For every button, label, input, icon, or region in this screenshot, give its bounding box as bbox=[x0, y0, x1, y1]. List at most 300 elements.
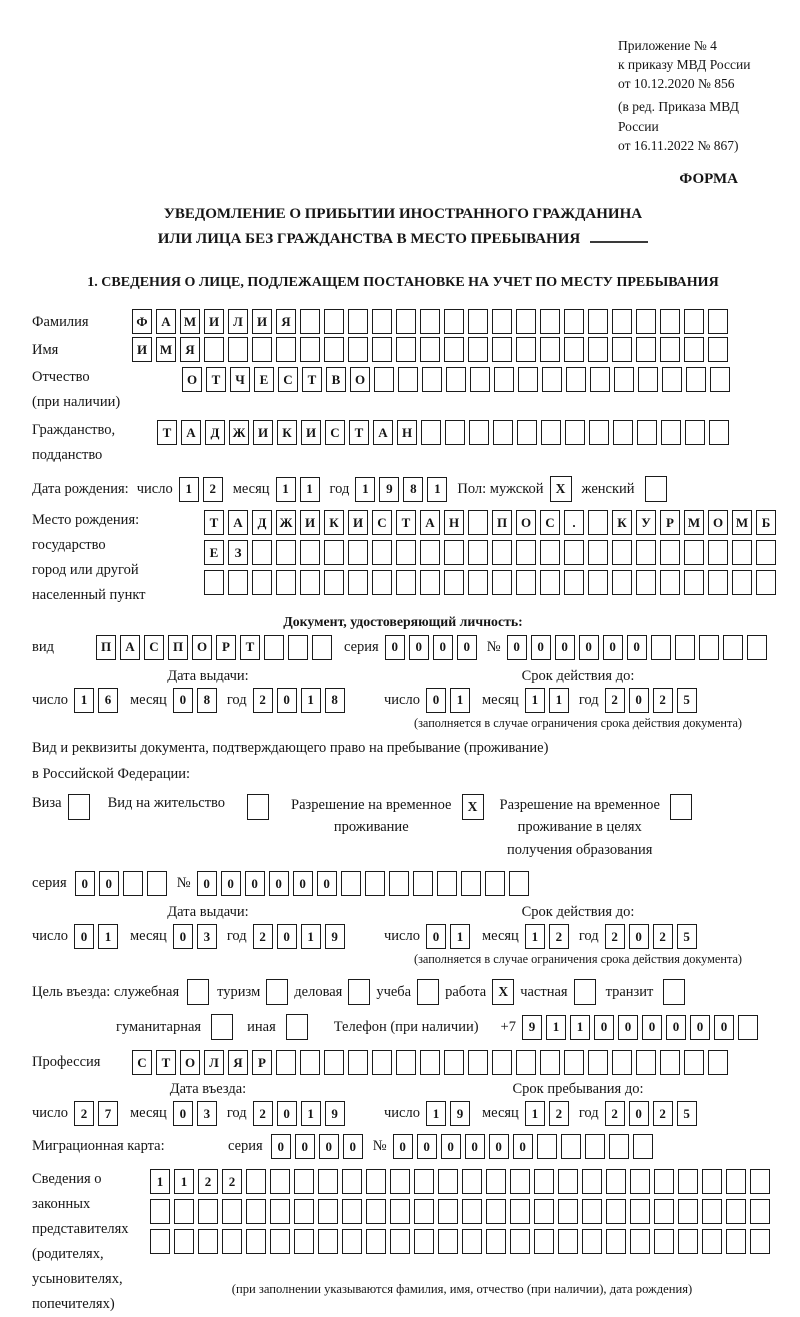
char-box[interactable] bbox=[492, 540, 512, 565]
char-box[interactable] bbox=[614, 367, 634, 392]
char-box[interactable] bbox=[198, 1229, 218, 1254]
char-box[interactable]: С bbox=[144, 635, 164, 660]
char-box[interactable] bbox=[486, 1229, 506, 1254]
char-box[interactable]: А bbox=[120, 635, 140, 660]
char-box[interactable] bbox=[252, 540, 272, 565]
char-box[interactable] bbox=[147, 871, 167, 896]
char-box[interactable] bbox=[702, 1199, 722, 1224]
char-box[interactable] bbox=[540, 309, 560, 334]
char-box[interactable] bbox=[612, 540, 632, 565]
char-box[interactable]: 0 bbox=[594, 1015, 614, 1040]
char-box[interactable] bbox=[174, 1199, 194, 1224]
temp-residence-checkbox[interactable]: X bbox=[462, 794, 484, 820]
char-box[interactable] bbox=[414, 1199, 434, 1224]
char-box[interactable]: 1 bbox=[301, 924, 321, 949]
char-box[interactable]: Н bbox=[444, 510, 464, 535]
char-box[interactable] bbox=[732, 570, 752, 595]
char-box[interactable] bbox=[637, 420, 657, 445]
char-box[interactable]: 2 bbox=[653, 924, 673, 949]
char-box[interactable] bbox=[756, 570, 776, 595]
char-box[interactable] bbox=[318, 1199, 338, 1224]
char-box[interactable] bbox=[630, 1229, 650, 1254]
char-box[interactable]: М bbox=[684, 510, 704, 535]
char-box[interactable] bbox=[660, 337, 680, 362]
char-box[interactable] bbox=[437, 871, 457, 896]
char-box[interactable]: 0 bbox=[618, 1015, 638, 1040]
char-box[interactable] bbox=[420, 309, 440, 334]
char-box[interactable] bbox=[396, 540, 416, 565]
char-box[interactable]: 2 bbox=[605, 924, 625, 949]
char-box[interactable]: 0 bbox=[513, 1134, 533, 1159]
char-box[interactable] bbox=[318, 1229, 338, 1254]
char-box[interactable] bbox=[294, 1199, 314, 1224]
char-box[interactable] bbox=[492, 570, 512, 595]
char-box[interactable] bbox=[150, 1199, 170, 1224]
char-box[interactable] bbox=[662, 367, 682, 392]
char-box[interactable] bbox=[660, 540, 680, 565]
char-box[interactable]: 0 bbox=[489, 1134, 509, 1159]
char-box[interactable]: 0 bbox=[417, 1134, 437, 1159]
char-box[interactable]: Я bbox=[180, 337, 200, 362]
char-box[interactable] bbox=[270, 1169, 290, 1194]
char-box[interactable] bbox=[588, 540, 608, 565]
char-box[interactable]: Т bbox=[396, 510, 416, 535]
char-box[interactable]: Р bbox=[216, 635, 236, 660]
char-box[interactable]: 0 bbox=[75, 871, 95, 896]
char-box[interactable] bbox=[372, 540, 392, 565]
char-box[interactable] bbox=[348, 540, 368, 565]
char-box[interactable] bbox=[630, 1169, 650, 1194]
char-box[interactable] bbox=[469, 420, 489, 445]
purpose-work-checkbox[interactable]: X bbox=[492, 979, 514, 1005]
char-box[interactable] bbox=[590, 367, 610, 392]
char-box[interactable]: Р bbox=[252, 1050, 272, 1075]
char-box[interactable] bbox=[366, 1169, 386, 1194]
char-box[interactable] bbox=[396, 1050, 416, 1075]
char-box[interactable] bbox=[150, 1229, 170, 1254]
char-box[interactable] bbox=[516, 309, 536, 334]
char-box[interactable]: 1 bbox=[179, 477, 199, 502]
char-box[interactable]: П bbox=[96, 635, 116, 660]
char-box[interactable] bbox=[726, 1229, 746, 1254]
char-box[interactable]: 1 bbox=[450, 688, 470, 713]
char-box[interactable]: Н bbox=[397, 420, 417, 445]
char-box[interactable] bbox=[630, 1199, 650, 1224]
char-box[interactable]: О bbox=[192, 635, 212, 660]
char-box[interactable] bbox=[444, 309, 464, 334]
char-box[interactable] bbox=[564, 1050, 584, 1075]
char-box[interactable] bbox=[589, 420, 609, 445]
char-box[interactable] bbox=[564, 540, 584, 565]
char-box[interactable] bbox=[390, 1199, 410, 1224]
char-box[interactable]: 0 bbox=[277, 1101, 297, 1126]
char-box[interactable] bbox=[685, 420, 705, 445]
char-box[interactable] bbox=[516, 1050, 536, 1075]
char-box[interactable]: 0 bbox=[714, 1015, 734, 1040]
char-box[interactable] bbox=[612, 1050, 632, 1075]
char-box[interactable] bbox=[366, 1229, 386, 1254]
char-box[interactable]: И bbox=[348, 510, 368, 535]
char-box[interactable]: 2 bbox=[605, 688, 625, 713]
char-box[interactable]: С bbox=[540, 510, 560, 535]
char-box[interactable]: Ч bbox=[230, 367, 250, 392]
char-box[interactable] bbox=[678, 1169, 698, 1194]
char-box[interactable] bbox=[438, 1199, 458, 1224]
char-box[interactable] bbox=[372, 309, 392, 334]
char-box[interactable]: 1 bbox=[301, 688, 321, 713]
char-box[interactable] bbox=[684, 570, 704, 595]
char-box[interactable]: А bbox=[228, 510, 248, 535]
char-box[interactable] bbox=[288, 635, 308, 660]
char-box[interactable] bbox=[294, 1169, 314, 1194]
char-box[interactable]: Л bbox=[204, 1050, 224, 1075]
char-box[interactable] bbox=[420, 540, 440, 565]
char-box[interactable] bbox=[588, 309, 608, 334]
char-box[interactable] bbox=[470, 367, 490, 392]
char-box[interactable] bbox=[606, 1169, 626, 1194]
char-box[interactable]: 1 bbox=[427, 477, 447, 502]
char-box[interactable]: П bbox=[492, 510, 512, 535]
char-box[interactable]: 0 bbox=[74, 924, 94, 949]
char-box[interactable]: 0 bbox=[531, 635, 551, 660]
char-box[interactable] bbox=[390, 1229, 410, 1254]
char-box[interactable] bbox=[276, 337, 296, 362]
char-box[interactable] bbox=[276, 570, 296, 595]
char-box[interactable] bbox=[588, 337, 608, 362]
char-box[interactable] bbox=[708, 570, 728, 595]
char-box[interactable] bbox=[636, 309, 656, 334]
char-box[interactable] bbox=[654, 1169, 674, 1194]
char-box[interactable] bbox=[540, 337, 560, 362]
char-box[interactable]: 0 bbox=[555, 635, 575, 660]
char-box[interactable] bbox=[606, 1199, 626, 1224]
char-box[interactable] bbox=[534, 1169, 554, 1194]
char-box[interactable]: О bbox=[182, 367, 202, 392]
char-box[interactable] bbox=[246, 1229, 266, 1254]
char-box[interactable] bbox=[324, 540, 344, 565]
char-box[interactable] bbox=[540, 570, 560, 595]
char-box[interactable] bbox=[445, 420, 465, 445]
char-box[interactable] bbox=[420, 570, 440, 595]
char-box[interactable] bbox=[588, 1050, 608, 1075]
char-box[interactable] bbox=[537, 1134, 557, 1159]
char-box[interactable]: 0 bbox=[579, 635, 599, 660]
char-box[interactable]: 5 bbox=[677, 924, 697, 949]
char-box[interactable]: 2 bbox=[74, 1101, 94, 1126]
char-box[interactable] bbox=[660, 1050, 680, 1075]
char-box[interactable]: 0 bbox=[507, 635, 527, 660]
char-box[interactable] bbox=[228, 570, 248, 595]
char-box[interactable] bbox=[678, 1229, 698, 1254]
char-box[interactable] bbox=[516, 337, 536, 362]
char-box[interactable] bbox=[540, 1050, 560, 1075]
char-box[interactable]: 0 bbox=[666, 1015, 686, 1040]
char-box[interactable]: 2 bbox=[653, 688, 673, 713]
char-box[interactable] bbox=[389, 871, 409, 896]
char-box[interactable]: 0 bbox=[426, 688, 446, 713]
char-box[interactable] bbox=[374, 367, 394, 392]
char-box[interactable] bbox=[462, 1229, 482, 1254]
char-box[interactable] bbox=[612, 570, 632, 595]
char-box[interactable] bbox=[636, 337, 656, 362]
char-box[interactable]: 0 bbox=[197, 871, 217, 896]
char-box[interactable]: С bbox=[372, 510, 392, 535]
sex-female-checkbox[interactable] bbox=[645, 476, 667, 502]
char-box[interactable] bbox=[708, 337, 728, 362]
char-box[interactable] bbox=[636, 540, 656, 565]
char-box[interactable] bbox=[300, 540, 320, 565]
char-box[interactable] bbox=[613, 420, 633, 445]
residence-permit-checkbox[interactable] bbox=[247, 794, 269, 820]
char-box[interactable]: 2 bbox=[653, 1101, 673, 1126]
char-box[interactable] bbox=[675, 635, 695, 660]
char-box[interactable] bbox=[510, 1199, 530, 1224]
char-box[interactable]: И bbox=[300, 510, 320, 535]
char-box[interactable]: 1 bbox=[525, 924, 545, 949]
char-box[interactable]: 9 bbox=[379, 477, 399, 502]
char-box[interactable] bbox=[732, 540, 752, 565]
char-box[interactable] bbox=[747, 635, 767, 660]
char-box[interactable] bbox=[702, 1229, 722, 1254]
char-box[interactable] bbox=[558, 1199, 578, 1224]
char-box[interactable] bbox=[756, 540, 776, 565]
char-box[interactable] bbox=[660, 309, 680, 334]
char-box[interactable] bbox=[365, 871, 385, 896]
char-box[interactable] bbox=[420, 1050, 440, 1075]
char-box[interactable]: И bbox=[301, 420, 321, 445]
char-box[interactable] bbox=[636, 1050, 656, 1075]
char-box[interactable]: И bbox=[132, 337, 152, 362]
char-box[interactable] bbox=[324, 1050, 344, 1075]
char-box[interactable] bbox=[294, 1229, 314, 1254]
char-box[interactable] bbox=[462, 1199, 482, 1224]
char-box[interactable]: 0 bbox=[293, 871, 313, 896]
char-box[interactable] bbox=[421, 420, 441, 445]
char-box[interactable] bbox=[541, 420, 561, 445]
char-box[interactable]: С bbox=[278, 367, 298, 392]
char-box[interactable] bbox=[396, 337, 416, 362]
char-box[interactable]: С bbox=[325, 420, 345, 445]
char-box[interactable] bbox=[750, 1199, 770, 1224]
char-box[interactable] bbox=[534, 1229, 554, 1254]
char-box[interactable]: П bbox=[168, 635, 188, 660]
char-box[interactable]: 0 bbox=[245, 871, 265, 896]
char-box[interactable]: 0 bbox=[629, 688, 649, 713]
char-box[interactable]: О bbox=[516, 510, 536, 535]
char-box[interactable]: 1 bbox=[300, 477, 320, 502]
char-box[interactable]: 0 bbox=[99, 871, 119, 896]
char-box[interactable] bbox=[468, 1050, 488, 1075]
char-box[interactable] bbox=[582, 1199, 602, 1224]
char-box[interactable] bbox=[462, 1169, 482, 1194]
temp-residence-edu-checkbox[interactable] bbox=[670, 794, 692, 820]
char-box[interactable] bbox=[710, 367, 730, 392]
char-box[interactable] bbox=[264, 635, 284, 660]
char-box[interactable] bbox=[709, 420, 729, 445]
char-box[interactable] bbox=[661, 420, 681, 445]
char-box[interactable]: Е bbox=[254, 367, 274, 392]
char-box[interactable]: 0 bbox=[277, 688, 297, 713]
char-box[interactable] bbox=[609, 1134, 629, 1159]
char-box[interactable]: 0 bbox=[690, 1015, 710, 1040]
char-box[interactable] bbox=[413, 871, 433, 896]
char-box[interactable]: 8 bbox=[325, 688, 345, 713]
char-box[interactable]: 2 bbox=[253, 688, 273, 713]
char-box[interactable] bbox=[654, 1229, 674, 1254]
char-box[interactable]: 9 bbox=[522, 1015, 542, 1040]
char-box[interactable] bbox=[723, 635, 743, 660]
char-box[interactable]: Я bbox=[276, 309, 296, 334]
char-box[interactable]: С bbox=[132, 1050, 152, 1075]
char-box[interactable]: 3 bbox=[197, 924, 217, 949]
char-box[interactable] bbox=[651, 635, 671, 660]
char-box[interactable] bbox=[492, 1050, 512, 1075]
char-box[interactable]: 1 bbox=[570, 1015, 590, 1040]
char-box[interactable]: И bbox=[252, 309, 272, 334]
char-box[interactable]: У bbox=[636, 510, 656, 535]
char-box[interactable] bbox=[300, 570, 320, 595]
char-box[interactable]: 0 bbox=[385, 635, 405, 660]
char-box[interactable] bbox=[708, 1050, 728, 1075]
char-box[interactable] bbox=[348, 570, 368, 595]
char-box[interactable] bbox=[638, 367, 658, 392]
char-box[interactable] bbox=[446, 367, 466, 392]
char-box[interactable]: 1 bbox=[276, 477, 296, 502]
char-box[interactable]: Т bbox=[156, 1050, 176, 1075]
char-box[interactable] bbox=[492, 337, 512, 362]
char-box[interactable]: 8 bbox=[403, 477, 423, 502]
char-box[interactable] bbox=[564, 337, 584, 362]
char-box[interactable] bbox=[276, 540, 296, 565]
char-box[interactable]: 0 bbox=[173, 1101, 193, 1126]
char-box[interactable] bbox=[708, 309, 728, 334]
char-box[interactable] bbox=[494, 367, 514, 392]
char-box[interactable]: 2 bbox=[605, 1101, 625, 1126]
char-box[interactable]: 5 bbox=[677, 688, 697, 713]
char-box[interactable]: З bbox=[228, 540, 248, 565]
char-box[interactable] bbox=[222, 1229, 242, 1254]
char-box[interactable] bbox=[342, 1199, 362, 1224]
char-box[interactable] bbox=[684, 540, 704, 565]
char-box[interactable]: К bbox=[612, 510, 632, 535]
char-box[interactable] bbox=[585, 1134, 605, 1159]
char-box[interactable] bbox=[492, 309, 512, 334]
char-box[interactable] bbox=[468, 570, 488, 595]
char-box[interactable]: Е bbox=[204, 540, 224, 565]
char-box[interactable] bbox=[726, 1199, 746, 1224]
char-box[interactable] bbox=[396, 570, 416, 595]
char-box[interactable]: 0 bbox=[629, 924, 649, 949]
char-box[interactable] bbox=[582, 1169, 602, 1194]
char-box[interactable] bbox=[174, 1229, 194, 1254]
char-box[interactable]: М bbox=[156, 337, 176, 362]
char-box[interactable]: М bbox=[180, 309, 200, 334]
char-box[interactable]: А bbox=[156, 309, 176, 334]
char-box[interactable]: Ж bbox=[229, 420, 249, 445]
char-box[interactable] bbox=[702, 1169, 722, 1194]
char-box[interactable] bbox=[398, 367, 418, 392]
char-box[interactable] bbox=[564, 309, 584, 334]
char-box[interactable] bbox=[396, 309, 416, 334]
char-box[interactable] bbox=[468, 309, 488, 334]
char-box[interactable] bbox=[342, 1169, 362, 1194]
char-box[interactable] bbox=[684, 1050, 704, 1075]
char-box[interactable] bbox=[606, 1229, 626, 1254]
char-box[interactable] bbox=[342, 1229, 362, 1254]
char-box[interactable] bbox=[341, 871, 361, 896]
char-box[interactable]: Т bbox=[204, 510, 224, 535]
char-box[interactable]: 0 bbox=[221, 871, 241, 896]
char-box[interactable] bbox=[699, 635, 719, 660]
char-box[interactable]: М bbox=[732, 510, 752, 535]
char-box[interactable]: 0 bbox=[409, 635, 429, 660]
char-box[interactable]: Б bbox=[756, 510, 776, 535]
char-box[interactable]: 0 bbox=[457, 635, 477, 660]
char-box[interactable]: К bbox=[324, 510, 344, 535]
char-box[interactable]: Т bbox=[302, 367, 322, 392]
char-box[interactable]: 0 bbox=[465, 1134, 485, 1159]
char-box[interactable]: 1 bbox=[546, 1015, 566, 1040]
char-box[interactable]: 0 bbox=[603, 635, 623, 660]
char-box[interactable] bbox=[636, 570, 656, 595]
char-box[interactable] bbox=[318, 1169, 338, 1194]
char-box[interactable] bbox=[300, 1050, 320, 1075]
char-box[interactable] bbox=[493, 420, 513, 445]
char-box[interactable]: 2 bbox=[198, 1169, 218, 1194]
char-box[interactable] bbox=[312, 635, 332, 660]
char-box[interactable]: Т bbox=[240, 635, 260, 660]
char-box[interactable]: 2 bbox=[253, 924, 273, 949]
char-box[interactable]: К bbox=[277, 420, 297, 445]
char-box[interactable] bbox=[438, 1169, 458, 1194]
char-box[interactable]: 0 bbox=[173, 688, 193, 713]
purpose-official-checkbox[interactable] bbox=[187, 979, 209, 1005]
char-box[interactable]: . bbox=[564, 510, 584, 535]
char-box[interactable]: В bbox=[326, 367, 346, 392]
char-box[interactable] bbox=[461, 871, 481, 896]
purpose-business-checkbox[interactable] bbox=[348, 979, 370, 1005]
char-box[interactable] bbox=[348, 1050, 368, 1075]
char-box[interactable]: 0 bbox=[277, 924, 297, 949]
char-box[interactable]: Ж bbox=[276, 510, 296, 535]
char-box[interactable] bbox=[420, 337, 440, 362]
char-box[interactable] bbox=[468, 540, 488, 565]
char-box[interactable] bbox=[518, 367, 538, 392]
char-box[interactable]: 6 bbox=[98, 688, 118, 713]
char-box[interactable]: 2 bbox=[203, 477, 223, 502]
char-box[interactable] bbox=[444, 1050, 464, 1075]
char-box[interactable] bbox=[726, 1169, 746, 1194]
char-box[interactable] bbox=[561, 1134, 581, 1159]
char-box[interactable] bbox=[252, 337, 272, 362]
char-box[interactable]: О bbox=[180, 1050, 200, 1075]
char-box[interactable] bbox=[750, 1229, 770, 1254]
char-box[interactable]: О bbox=[708, 510, 728, 535]
char-box[interactable] bbox=[558, 1169, 578, 1194]
char-box[interactable] bbox=[198, 1199, 218, 1224]
char-box[interactable] bbox=[534, 1199, 554, 1224]
char-box[interactable] bbox=[588, 510, 608, 535]
char-box[interactable] bbox=[708, 540, 728, 565]
char-box[interactable]: 3 bbox=[197, 1101, 217, 1126]
char-box[interactable] bbox=[444, 570, 464, 595]
char-box[interactable]: Т bbox=[206, 367, 226, 392]
char-box[interactable] bbox=[300, 337, 320, 362]
char-box[interactable] bbox=[582, 1229, 602, 1254]
char-box[interactable]: И bbox=[253, 420, 273, 445]
char-box[interactable] bbox=[414, 1169, 434, 1194]
char-box[interactable]: 7 bbox=[98, 1101, 118, 1126]
